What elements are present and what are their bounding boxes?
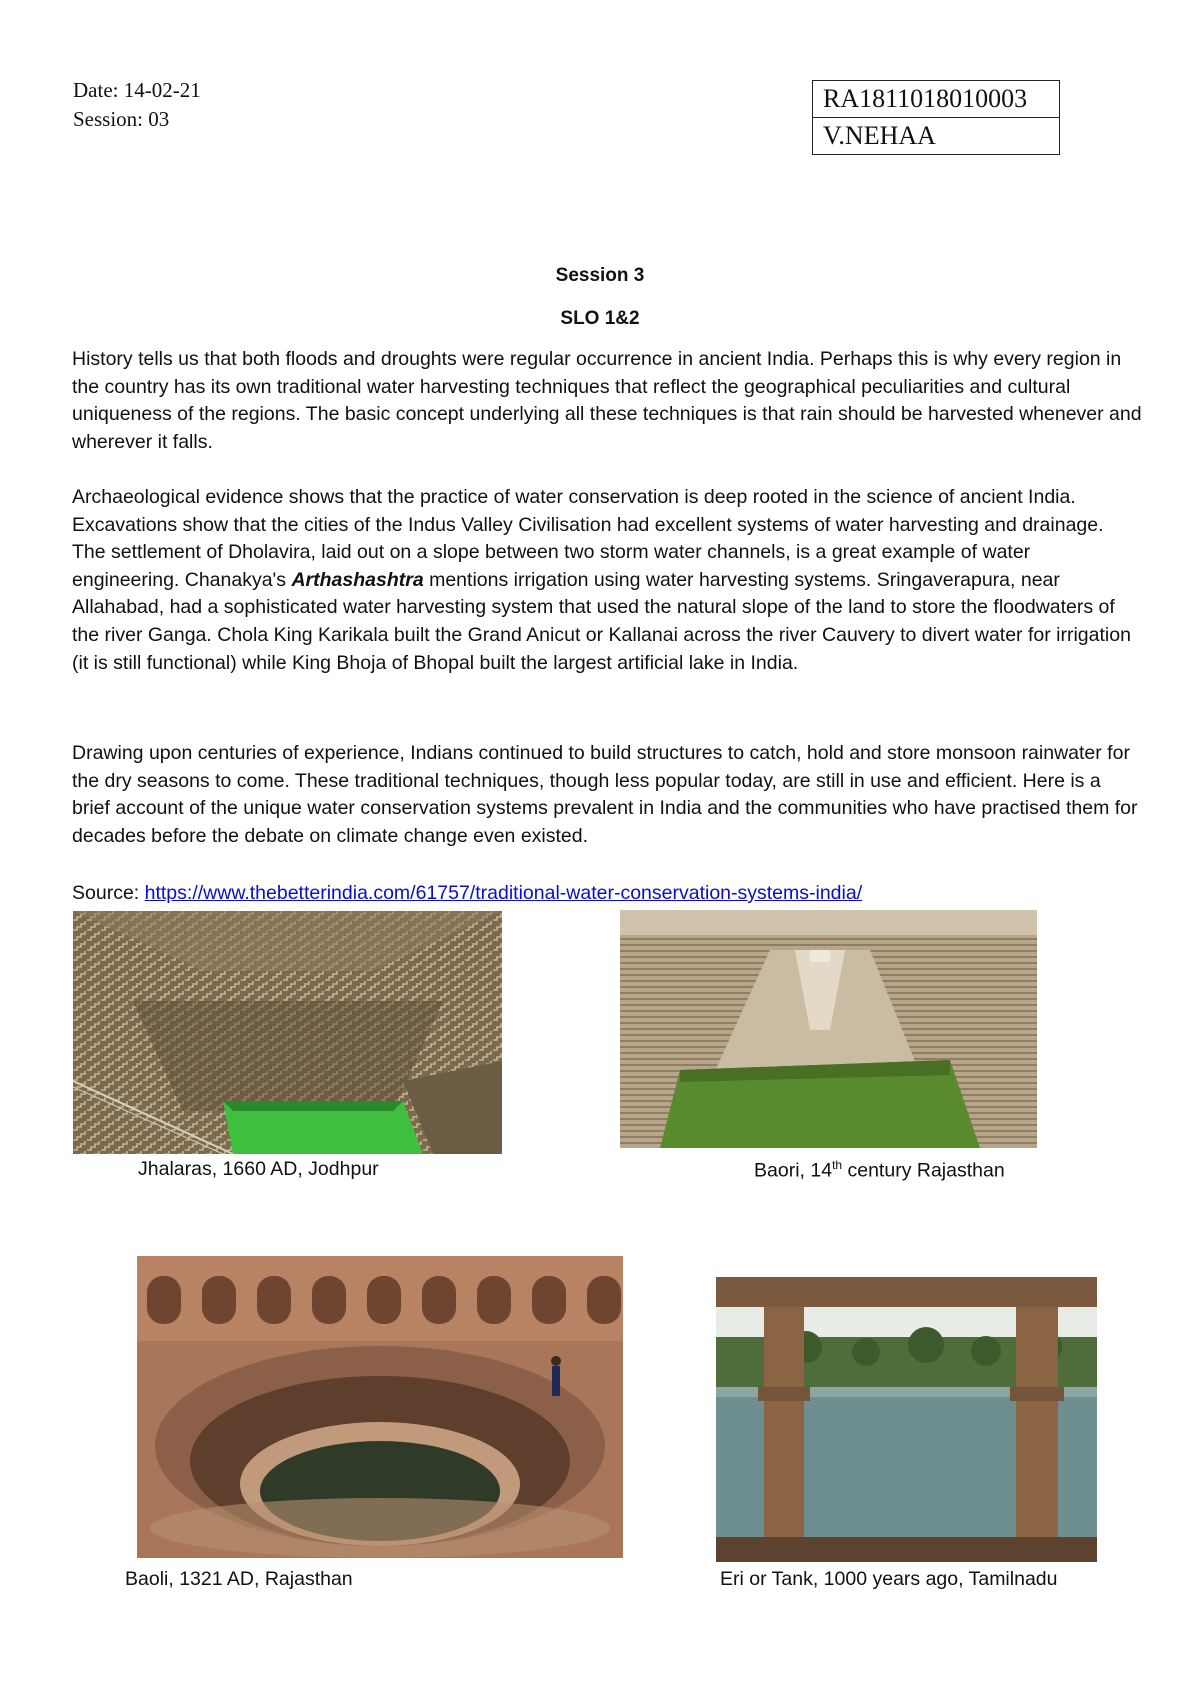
page-subtitle: SLO 1&2: [560, 308, 640, 329]
caption-baori: [754, 1158, 1005, 1183]
paragraph-intro: History tells us that both floods and droughts were regular occurrence in ancient India. Perhaps this is why every region in the country has its own traditional water harvesting techniques that reflect the geographical peculiarities and cultural uniqueness of the regions. The basic concept underlying all these techniques is that rain should be harvested whenever and wherever it falls.: [72, 348, 1142, 453]
student-name: V.NEHAA: [813, 117, 1059, 154]
arthashashtra-title: Arthashashtra: [291, 568, 424, 591]
caption-baoli: Baoli, 1321 AD, Rajasthan: [125, 1568, 353, 1590]
source-line: [72, 880, 1142, 908]
eri-tank-photo: [716, 1277, 1097, 1562]
session-text: Session: 03: [73, 107, 170, 131]
caption-eri-tank: Eri or Tank, 1000 years ago, Tamilnadu: [720, 1568, 1058, 1590]
student-id-box: [812, 80, 1060, 155]
baori-photo: [620, 910, 1037, 1148]
paragraph-traditions: Drawing upon centuries of experience, Indians continued to build structures to catch, hold and store monsoon rainwater for the dry seasons to come. These traditional techniques, though less popular today, are still in use and efficient. Here is a brief account of the unique water conservation systems prevalent in India and the communities who have practised them for decades before the debate on climate change even existed.: [72, 742, 1138, 847]
paragraph-archaeology-part1: Archaeological evidence shows that the practice of water conservation is deep rooted in the science of ancient India. Excavations show that the cities of the Indus Valley Civilisation had excellent systems of water harvesting and drainage. The settlement of Dholavira, laid out on a slope between two storm water channels, is a great example of water engineering. Chanakya's: [72, 486, 1104, 591]
registration-number: RA1811018010003: [823, 84, 1028, 113]
page-title: Session 3: [555, 265, 645, 286]
source-link[interactable]: https://www.thebetterindia.com/61757/traditional-water-conservation-systems-india/: [144, 882, 863, 904]
paragraph-archaeology-part2: mentions irrigation using water harvesting systems. Sringaverapura, near Allahabad, had a sophisticated water harvesting system that used the natural slope of the land to store the floodwaters of the river Ganga. Chola King Karikala built the Grand Anicut or Kallanai across the river Cauvery to divert water for irrigation (it is still functional) while King Bhoja of Bhopal built the largest artificial lake in India.: [72, 568, 1131, 674]
caption-jhalaras: Jhalaras, 1660 AD, Jodhpur: [138, 1158, 379, 1180]
caption-baori-superscript: th: [832, 1158, 843, 1172]
jhalaras-photo: [73, 911, 502, 1154]
date-text: Date: 14-02-21: [73, 78, 201, 102]
caption-baori-prefix: Baori, 14: [754, 1159, 833, 1182]
document-header: [73, 76, 201, 134]
source-label: Source:: [72, 882, 145, 904]
paragraph-archaeology: [72, 484, 1142, 677]
caption-baori-suffix: century Rajasthan: [842, 1159, 1005, 1182]
baoli-photo: [137, 1256, 623, 1558]
